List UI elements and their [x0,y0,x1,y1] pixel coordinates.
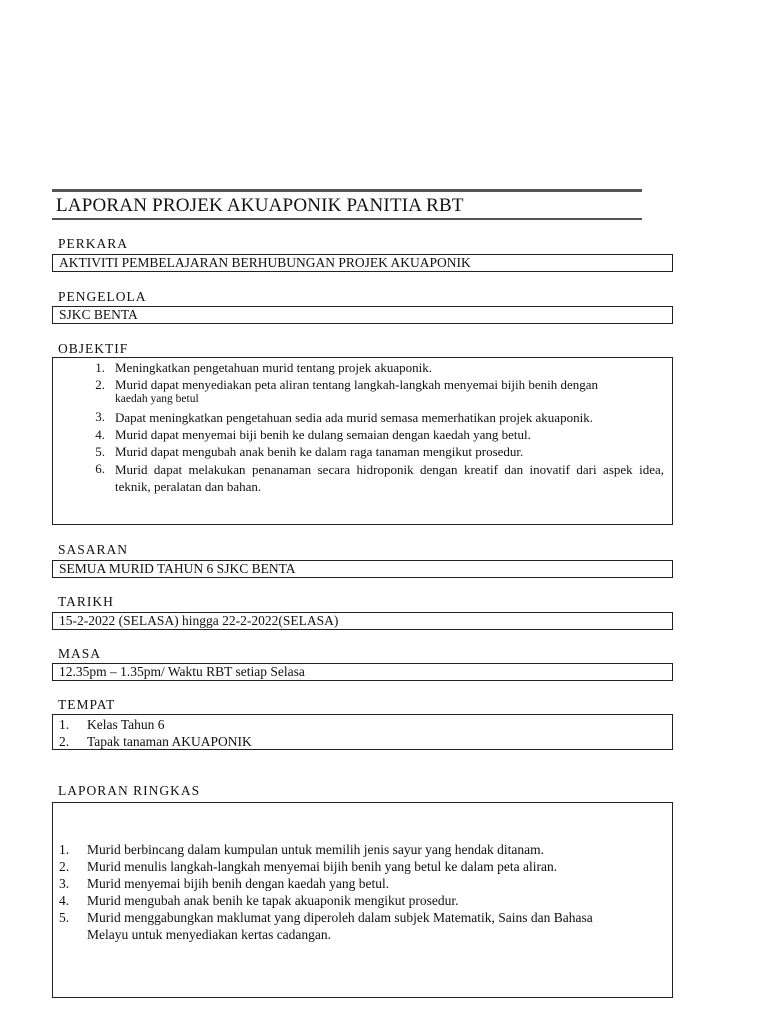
pengelola-field: SJKC BENTA [52,306,673,324]
tempat-box [52,714,673,750]
list-item: 4. Murid dapat menyemai biji benih ke dulang semaian dengan kaedah yang betul. [95,427,531,442]
tarikh-field: 15-2-2022 (SELASA) hingga 22-2-2022(SELASA) [52,612,673,630]
list-item-continuation: kaedah yang betul [115,393,199,405]
title-bottom-rule [52,218,642,220]
sasaran-field: SEMUA MURID TAHUN 6 SJKC BENTA [52,560,673,578]
objektif-list [53,358,672,495]
laporan-ringkas-box [52,802,673,998]
list-item: 3. Dapat meningkatkan pengetahuan sedia ada murid semasa memerhatikan projek akuaponik. [95,409,593,425]
report-title: LAPORAN PROJEK AKUAPONIK PANITIA RBT [56,195,464,216]
pengelola-label: PENGELOLA [58,289,147,304]
list-item: 1. Kelas Tahun 6 [59,717,165,732]
list-item: 1. Meningkatkan pengetahuan murid tentang projek akuaponik. [95,360,432,375]
perkara-label: PERKARA [58,236,129,251]
list-item: 3. Murid menyemai bijih benih dengan kaedah yang betul. [59,876,390,891]
objektif-label: OBJEKTIF [58,341,129,356]
list-item: 2. Tapak tanaman AKUAPONIK [59,734,252,749]
list-item: 2. Murid menulis langkah-langkah menyemai bijih benih yang betul ke dalam peta aliran. [59,859,558,874]
perkara-field: AKTIVITI PEMBELAJARAN BERHUBUNGAN PROJEK AKUAPONIK [52,254,673,272]
list-item: 6. Murid dapat melakukan penanaman secara hidroponik dengan kreatif dan inovatif dari aspek idea, teknik, peralatan dan bahan. [95,461,664,494]
laporan-ringkas-label: LAPORAN RINGKAS [58,783,201,798]
tarikh-label: TARIKH [58,594,114,609]
report-title-block [52,189,642,220]
list-item: 4. Murid mengubah anak benih ke tapak akuaponik mengikut prosedur. [59,893,459,908]
masa-field: 12.35pm – 1.35pm/ Waktu RBT setiap Selasa [52,663,673,681]
sasaran-label: SASARAN [58,542,129,557]
list-item: 5. Murid dapat mengubah anak benih ke dalam raga tanaman mengikut prosedur. [95,444,524,459]
laporan-list [53,841,672,943]
tempat-list [53,716,672,750]
tempat-label: TEMPAT [58,697,116,712]
list-item: 5. Murid menggabungkan maklumat yang diperoleh dalam subjek Matematik, Sains dan Bahasa Melayu untuk menyediakan kertas cadangan. [59,910,593,942]
list-item: 1. Murid berbincang dalam kumpulan untuk memilih jenis sayur yang hendak ditanam. [59,842,545,857]
masa-label: MASA [58,646,102,661]
list-item: 2. Murid dapat menyediakan peta aliran tentang langkah-langkah menyemai bijih benih dengan [95,377,598,392]
objektif-box [52,357,673,525]
